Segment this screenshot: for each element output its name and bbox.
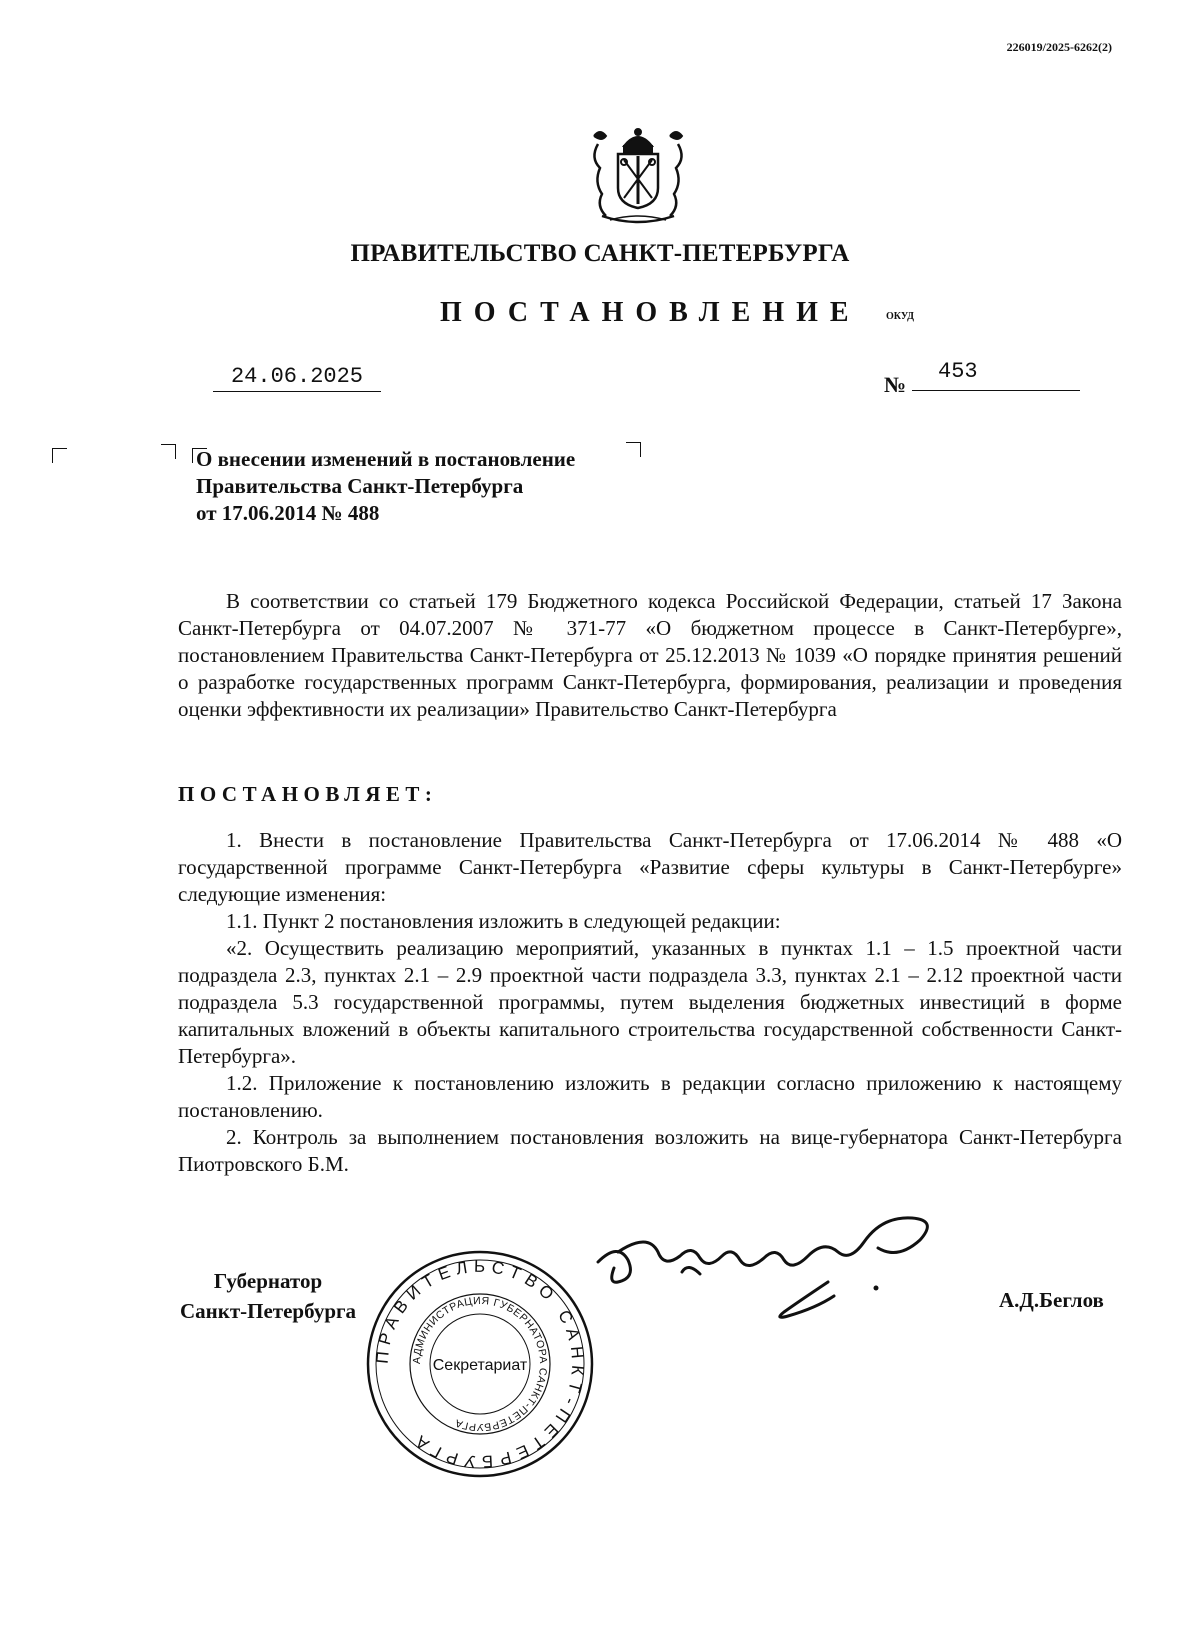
item-paragraph: «2. Осуществить реализацию мероприятий, указанных в пунктах 1.1 – 1.5 проектной части подраздела 2.3, пунктах 2.1 – 2.9 проектной части подраздела 3.3, пунктах 2.1 – 2.12 проектной части подраздела 5.3 государственной программы, путем выделения бюджетных инвестиций в форме капитальных вложений в объекты капитального строительства государственной собственности Санкт-Петербурга». bbox=[178, 936, 1122, 1068]
official-seal-icon bbox=[362, 1246, 598, 1482]
document-id: 226019/2025-6262(2) bbox=[1006, 40, 1112, 54]
corner-mark bbox=[52, 448, 67, 463]
decrees-heading: ПОСТАНОВЛЯЕТ: bbox=[178, 782, 438, 806]
decree-date: 24.06.2025 bbox=[213, 364, 381, 392]
item-paragraph: 1.1. Пункт 2 постановления изложить в следующей редакции: bbox=[226, 909, 781, 933]
role-line: Губернатор bbox=[213, 1269, 323, 1293]
item-paragraph: 1. Внести в постановление Правительства Санкт-Петербурга от 17.06.2014 № 488 «О государственной программе Санкт-Петербурга «Развитие сферы культуры в Санкт-Петербурге» следующие изменения: bbox=[178, 828, 1122, 906]
decree-items bbox=[178, 827, 1122, 1178]
government-title: ПРАВИТЕЛЬСТВО САНКТ-ПЕТЕРБУРГА bbox=[350, 240, 850, 267]
okud-label: ОКУД bbox=[886, 311, 915, 322]
number-label: № bbox=[884, 372, 907, 397]
item-paragraph: 1.2. Приложение к постановлению изложить в редакции согласно приложению к настоящему постановлению. bbox=[178, 1071, 1122, 1122]
signatory-name: А.Д.Беглов bbox=[999, 1288, 1104, 1312]
seal-outer-text: ПРАВИТЕЛЬСТВО САНКТ-ПЕТЕРБУРГА bbox=[372, 1256, 588, 1472]
role-line: Санкт-Петербурга bbox=[179, 1299, 357, 1323]
signatory-role bbox=[170, 1266, 366, 1326]
item-paragraph: 2. Контроль за выполнением постановления возложить на вице-губернатора Санкт-Петербурга Пиотровского Б.М. bbox=[178, 1125, 1122, 1176]
preamble-paragraph: В соответствии со статьей 179 Бюджетного кодекса Российской Федерации, статьей 17 Закона Санкт-Петербурга от 04.07.2007 № 371-77 «О бюджетном процессе в Санкт-Петербурге», постановлением Правительства Санкт-Петербурга от 25.12.2013 № 1039 «О порядке принятия решений о разработке государственных программ Санкт-Петербурга, формирования, реализации и проведения оценки эффективности их реализации» Правительство Санкт-Петербурга bbox=[178, 589, 1122, 721]
decree-subject bbox=[196, 446, 656, 527]
decree-title: ПОСТАНОВЛЕНИЕ bbox=[440, 297, 861, 328]
subject-line: от 17.06.2014 № 488 bbox=[196, 501, 380, 525]
seal-inner-text: АДМИНИСТРАЦИЯ ГУБЕРНАТОРА САНКТ-ПЕТЕРБУРГА bbox=[410, 1294, 550, 1434]
subject-line: Правительства Санкт-Петербурга bbox=[196, 474, 524, 498]
corner-mark bbox=[161, 444, 176, 459]
subject-line: О внесении изменений в постановление bbox=[196, 447, 576, 471]
seal-center-text: Секретариат bbox=[432, 1357, 528, 1374]
decree-number: 453 bbox=[912, 359, 1080, 391]
coat-of-arms-icon bbox=[584, 124, 692, 228]
handwritten-signature bbox=[588, 1212, 988, 1332]
